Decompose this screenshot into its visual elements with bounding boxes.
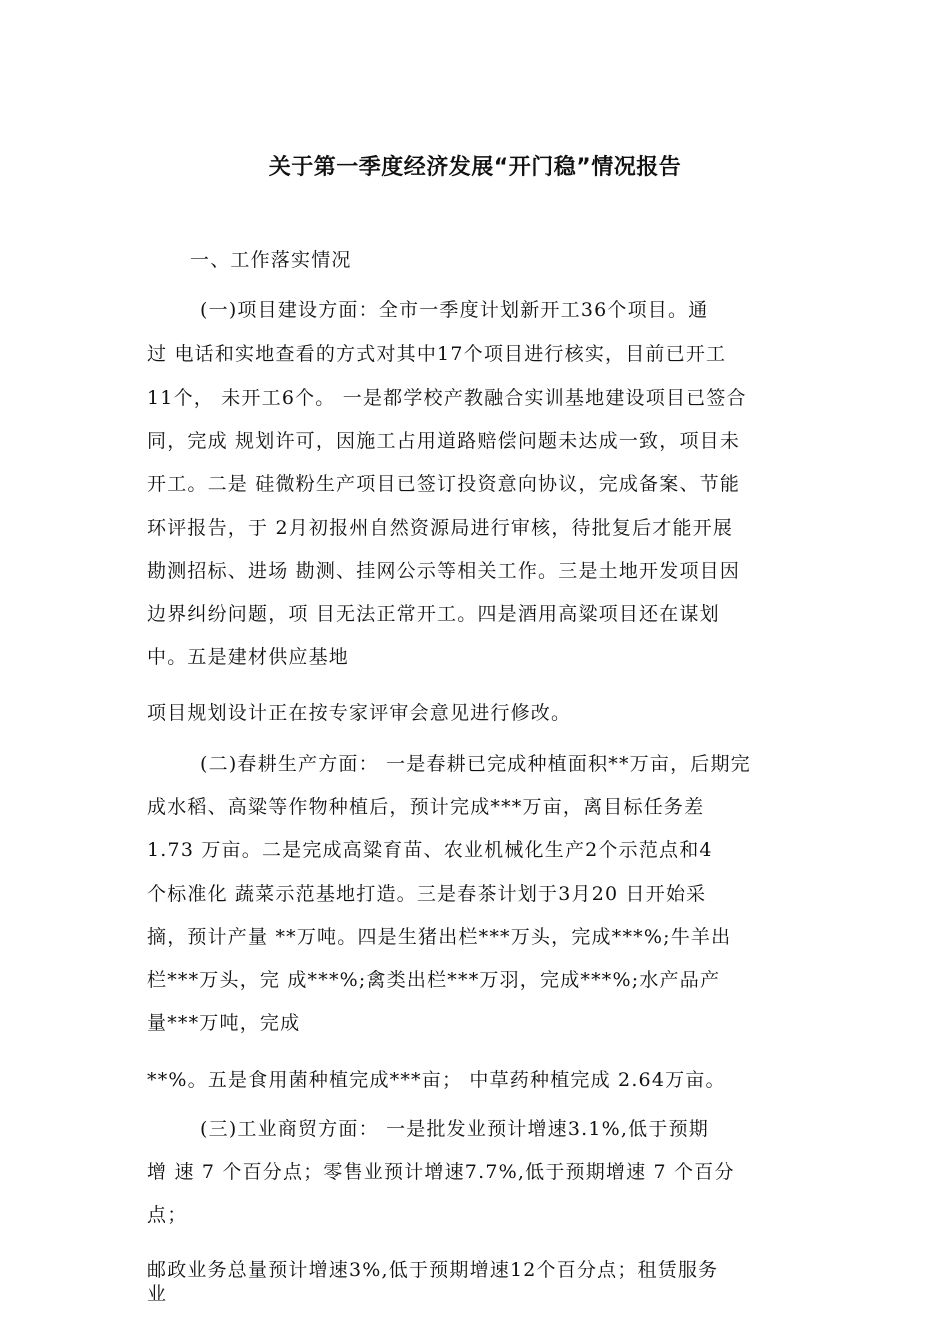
paragraph-line: 摘，预计产量 **万吨。四是生猪出栏***万头，完成***%;牛羊出 <box>147 926 732 948</box>
paragraph-line: (三)工业商贸方面： 一是批发业预计增速3.1%,低于预期 <box>200 1118 709 1140</box>
paragraph-line: 项目规划设计正在按专家评审会意见进行修改。 <box>147 702 572 724</box>
paragraph-line: 业 <box>147 1283 168 1305</box>
paragraph-line: 个标准化 蔬菜示范基地打造。三是春茶计划于3月20 日开始采 <box>147 883 707 905</box>
paragraph-line: 开工。二是 硅微粉生产项目已签订投资意向协议，完成备案、节能 <box>147 473 741 495</box>
paragraph-line: 过 电话和实地查看的方式对其中17个项目进行核实，目前已开工 <box>147 343 727 365</box>
paragraph-line: 同，完成 规划许可，因施工占用道路赔偿问题未达成一致，项目未 <box>147 430 741 452</box>
paragraph-line: 11个， 未开工6个。 一是都学校产教融合实训基地建设项目已签合 <box>147 387 747 409</box>
paragraph-line: 成水稻、高粱等作物种植后，预计完成***万亩，离目标任务差 <box>147 796 705 818</box>
paragraph-line: (二)春耕生产方面： 一是春耕已完成种植面积**万亩，后期完 <box>200 753 751 775</box>
paragraph-line: 量***万吨，完成 <box>147 1012 301 1034</box>
paragraph-line: 点； <box>147 1204 188 1226</box>
paragraph-line: 栏***万头，完 成***%;禽类出栏***万羽，完成***%;水产品产 <box>147 969 721 991</box>
paragraph-line: 增 速 7 个百分点；零售业预计增速7.7%,低于预期增速 7 个百分 <box>147 1161 735 1183</box>
paragraph-line: 邮政业务总量预计增速3%,低于预期增速12个百分点；租赁服务 <box>147 1259 719 1281</box>
paragraph-line: (一)项目建设方面：全市一季度计划新开工36个项目。通 <box>200 299 709 321</box>
paragraph-line: 边界纠纷问题，项 目无法正常开工。四是酒用高粱项目还在谋划 <box>147 603 720 625</box>
paragraph-line: 环评报告，于 2月初报州自然资源局进行审核，待批复后才能开展 <box>147 517 734 539</box>
paragraph-line: 1.73 万亩。二是完成高粱育苗、农业机械化生产2个示范点和4 <box>147 839 713 861</box>
section-heading: 一、工作落实情况 <box>190 249 352 271</box>
paragraph-line: 中。五是建材供应基地 <box>147 646 350 668</box>
document-title: 关于第一季度经济发展“开门稳”情况报告 <box>268 155 682 180</box>
paragraph-line: **%。五是食用菌种植完成***亩； 中草药种植完成 2.64万亩。 <box>147 1069 726 1091</box>
paragraph-line: 勘测招标、进场 勘测、挂网公示等相关工作。三是土地开发项目因 <box>147 560 741 582</box>
